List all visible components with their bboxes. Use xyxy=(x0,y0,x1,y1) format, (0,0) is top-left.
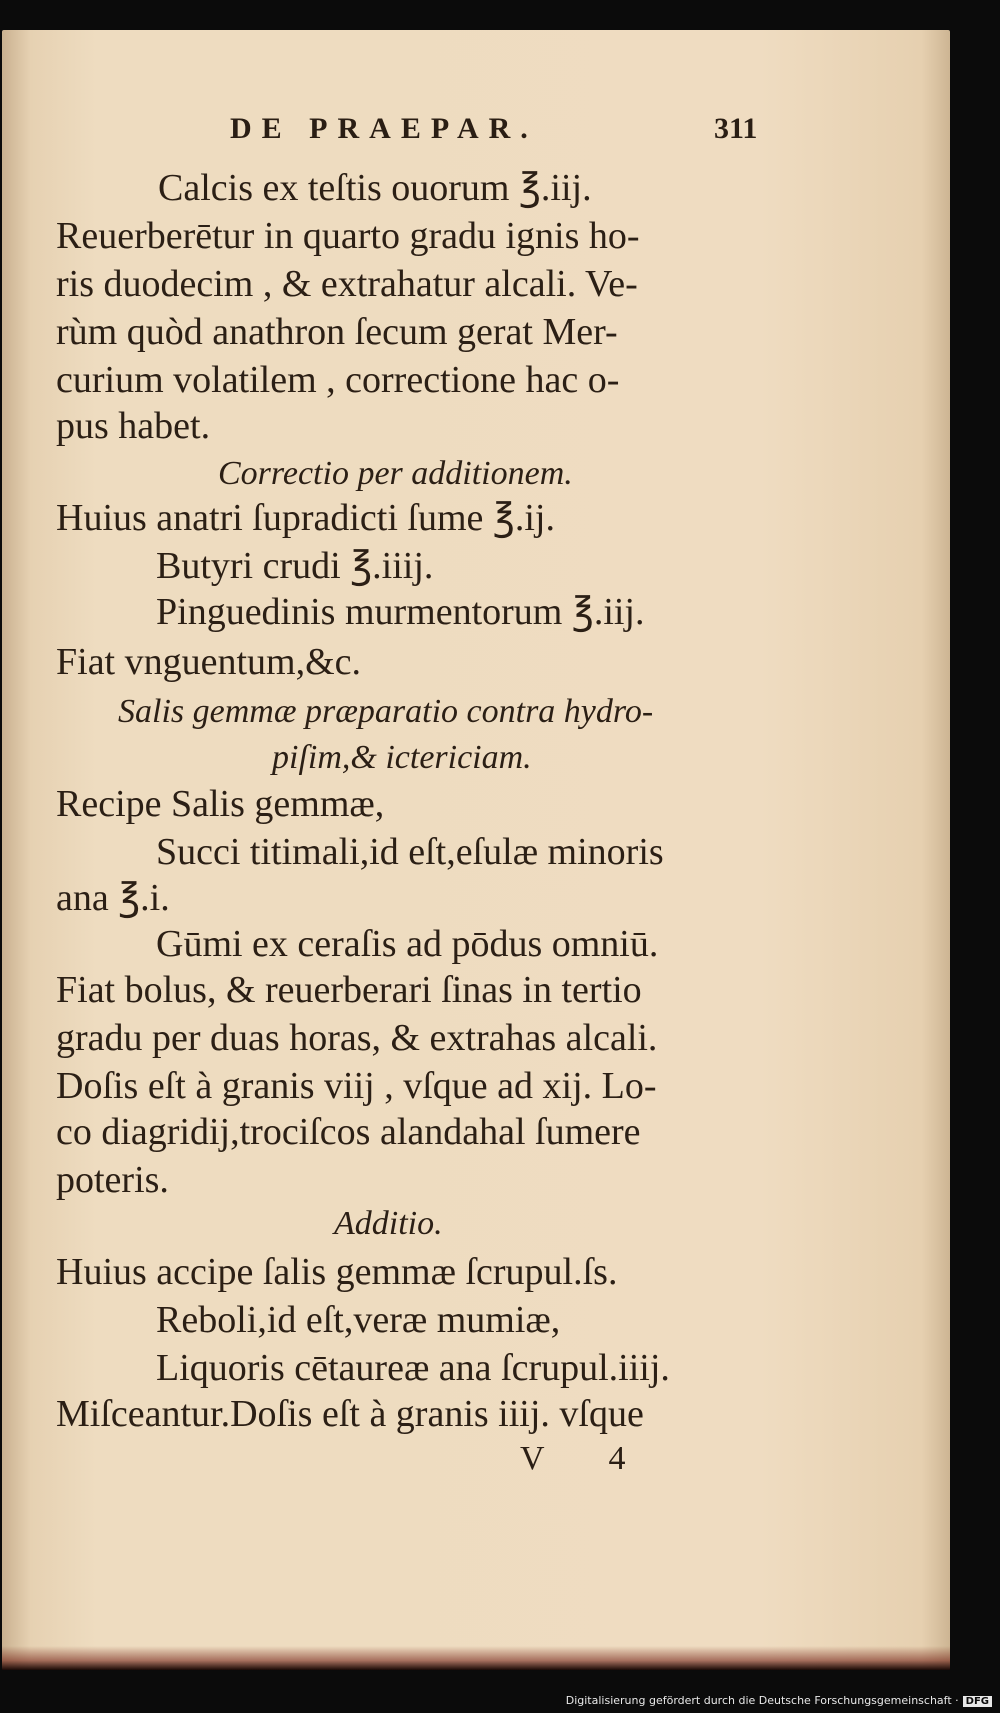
page-edge xyxy=(2,1646,950,1670)
text-line: Huius accipe ſalis gemmæ ſcrupul.ſs. xyxy=(56,1251,618,1293)
section-heading: Salis gemmæ præparatio contra hydro- xyxy=(118,693,654,730)
text-line: pus habet. xyxy=(56,405,211,447)
section-heading: Correctio per additionem. xyxy=(218,455,573,492)
digitization-credit xyxy=(566,1694,992,1707)
text-line: ana ℥.i. xyxy=(56,877,170,919)
text-line: ris duodecim , & extrahatur alcali. Ve- xyxy=(56,263,638,305)
running-title: DE PRAEPAR. xyxy=(230,112,538,145)
text-line: Reboli,id eſt,veræ mumiæ, xyxy=(156,1299,561,1341)
dfg-logo: DFG xyxy=(963,1696,992,1707)
text-line: Calcis ex teſtis ouorum ℥.iij. xyxy=(158,167,592,209)
text-line: Succi titimali,id eſt,eſulæ minoris xyxy=(156,831,664,873)
text-line: Fiat bolus, & reuerberari ſinas in tertio xyxy=(56,969,642,1011)
text-line: Doſis eſt à granis viij , vſque ad xij. Lo- xyxy=(56,1065,657,1107)
text-line: co diagridij,trociſcos alandahal ſumere xyxy=(56,1111,641,1153)
text-line: Reuerberētur in quarto gradu ignis ho- xyxy=(56,215,640,257)
text-line: poteris. xyxy=(56,1159,169,1201)
page-number: 311 xyxy=(714,112,758,145)
text-line: Miſceantur.Doſis eſt à granis iiij. vſque xyxy=(56,1393,644,1435)
credit-text: Digitalisierung gefördert durch die Deutsche Forschungsgemeinschaft · xyxy=(565,1694,959,1707)
section-heading: Additio. xyxy=(334,1205,443,1242)
text-line: Huius anatri ſupradicti ſume ℥.ij. xyxy=(56,497,555,539)
text-line: Pinguedinis murmentorum ℥.iij. xyxy=(156,591,645,633)
text-line: Gūmi ex ceraſis ad pōdus omniū. xyxy=(156,923,659,965)
text-line: Recipe Salis gemmæ, xyxy=(56,783,385,825)
text-line: gradu per duas horas, & extrahas alcali. xyxy=(56,1017,658,1059)
section-heading: piſim,& ictericiam. xyxy=(272,739,532,776)
text-line: rùm quòd anathron ſecum gerat Mer- xyxy=(56,311,618,353)
signature-mark: V 4 xyxy=(520,1440,654,1477)
text-line: Liquoris cētaureæ ana ſcrupul.iiij. xyxy=(156,1347,670,1389)
text-line: Fiat vnguentum,&c. xyxy=(56,641,362,683)
text-line: Butyri crudi ℥.iiij. xyxy=(156,545,434,587)
text-line: curium volatilem , correctione hac o- xyxy=(56,359,620,401)
